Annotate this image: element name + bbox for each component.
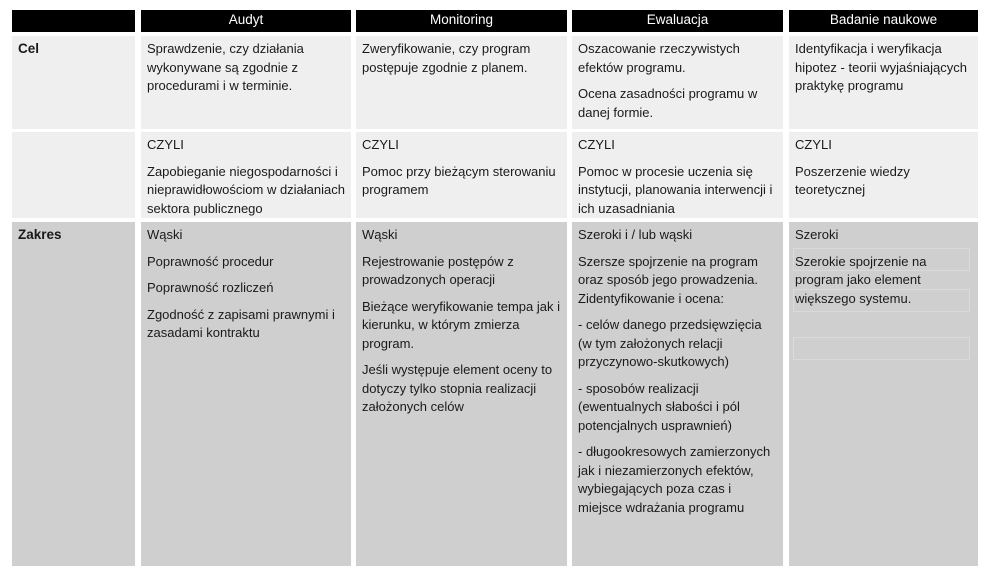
zakres-monitoring-p4: Jeśli występuje element oceny to dotyczy tylko stopnia realizacji założonych celów [362,362,553,414]
zakres-ewaluacja-p3: - celów danego przedsięwzięcia (w tym założonych relacji przyczynowo-skutkowych) [578,317,762,369]
czyli-badanie [789,132,978,218]
cel-badanie [789,36,978,129]
row-label-zakres: Zakres [12,222,135,566]
zakres-badanie-p2: Szerokie spojrzenie na program jako element większego systemu. [795,253,927,306]
header-ewaluacja: Ewaluacja [572,10,783,32]
cel-audyt [141,36,351,129]
czyli-badanie-label: CZYLI [795,137,832,152]
decorative-box [793,289,970,312]
zakres-badanie-p1: Szeroki [795,227,839,242]
zakres-audyt-p3: Poprawność rozliczeń [147,280,274,295]
czyli-ewaluacja-text: Pomoc w procesie uczenia się instytucji, planowania interwencji i ich uzasadniania [578,163,773,216]
row-label-cel: Cel [12,36,135,129]
cel-ewaluacja-text-2: Ocena zasadności programu w danej formie. [578,86,758,120]
czyli-monitoring [356,132,567,218]
zakres-audyt-p4: Zgodność z zapisami prawnymi i zasadami kontraktu [147,306,335,340]
decorative-box [793,248,970,271]
zakres-monitoring [356,222,567,566]
czyli-audyt-text: Zapobieganie niegospodarności i nieprawidłowościom w działaniach sektora publicznego [147,163,345,216]
cel-badanie-text: Identyfikacja i weryfikacja hipotez - teorii wyjaśniających praktykę programu [795,41,967,93]
cel-audyt-text: Sprawdzenie, czy działania wykonywane są zgodnie z procedurami i w terminie. [147,41,304,93]
zakres-ewaluacja-p2: Szersze spojrzenie na program oraz sposób jego prowadzenia. Zidentyfikowanie i ocena: [578,253,758,306]
zakres-audyt-p2: Poprawność procedur [147,253,274,269]
zakres-ewaluacja-p1: Szeroki i / lub wąski [578,227,693,242]
czyli-monitoring-label: CZYLI [362,137,399,152]
zakres-ewaluacja-p4: - sposobów realizacji (ewentualnych słabości i pól potencjalnych usprawnień) [578,380,740,433]
czyli-audyt-label: CZYLI [147,137,184,152]
zakres-audyt [141,222,351,566]
czyli-monitoring-text: Pomoc przy bieżącym sterowaniu programem [362,163,556,197]
zakres-ewaluacja [572,222,783,566]
zakres-monitoring-p3: Bieżące weryfikowanie tempa jak i kierunku, w którym zmierza program. [362,298,560,351]
comparison-table [12,10,978,566]
cel-ewaluacja-text-1: Oszacowanie rzeczywistych efektów programu. [578,41,740,75]
czyli-badanie-text: Poszerzenie wiedzy teoretycznej [795,163,910,197]
row-label-czyli [12,132,135,218]
czyli-audyt [141,132,351,218]
cel-monitoring-text: Zweryfikowanie, czy program postępuje zgodnie z planem. [362,41,531,75]
zakres-monitoring-p2: Rejestrowanie postępów z prowadzonych operacji [362,253,514,287]
cel-ewaluacja [572,36,783,129]
header-audyt: Audyt [141,10,351,32]
czyli-ewaluacja [572,132,783,218]
header-monitoring: Monitoring [356,10,567,32]
header-corner [12,10,135,32]
czyli-ewaluacja-label: CZYLI [578,137,615,152]
zakres-audyt-p1: Wąski [147,227,183,242]
decorative-box [793,337,970,360]
cel-monitoring [356,36,567,129]
header-badanie-naukowe: Badanie naukowe [789,10,978,32]
zakres-monitoring-p1: Wąski [362,227,398,242]
zakres-badanie [789,222,978,566]
zakres-ewaluacja-p5: - długookresowych zamierzonych jak i niezamierzonych efektów, wybiegających poza czas i miejsce wdrażania programu [578,444,771,515]
